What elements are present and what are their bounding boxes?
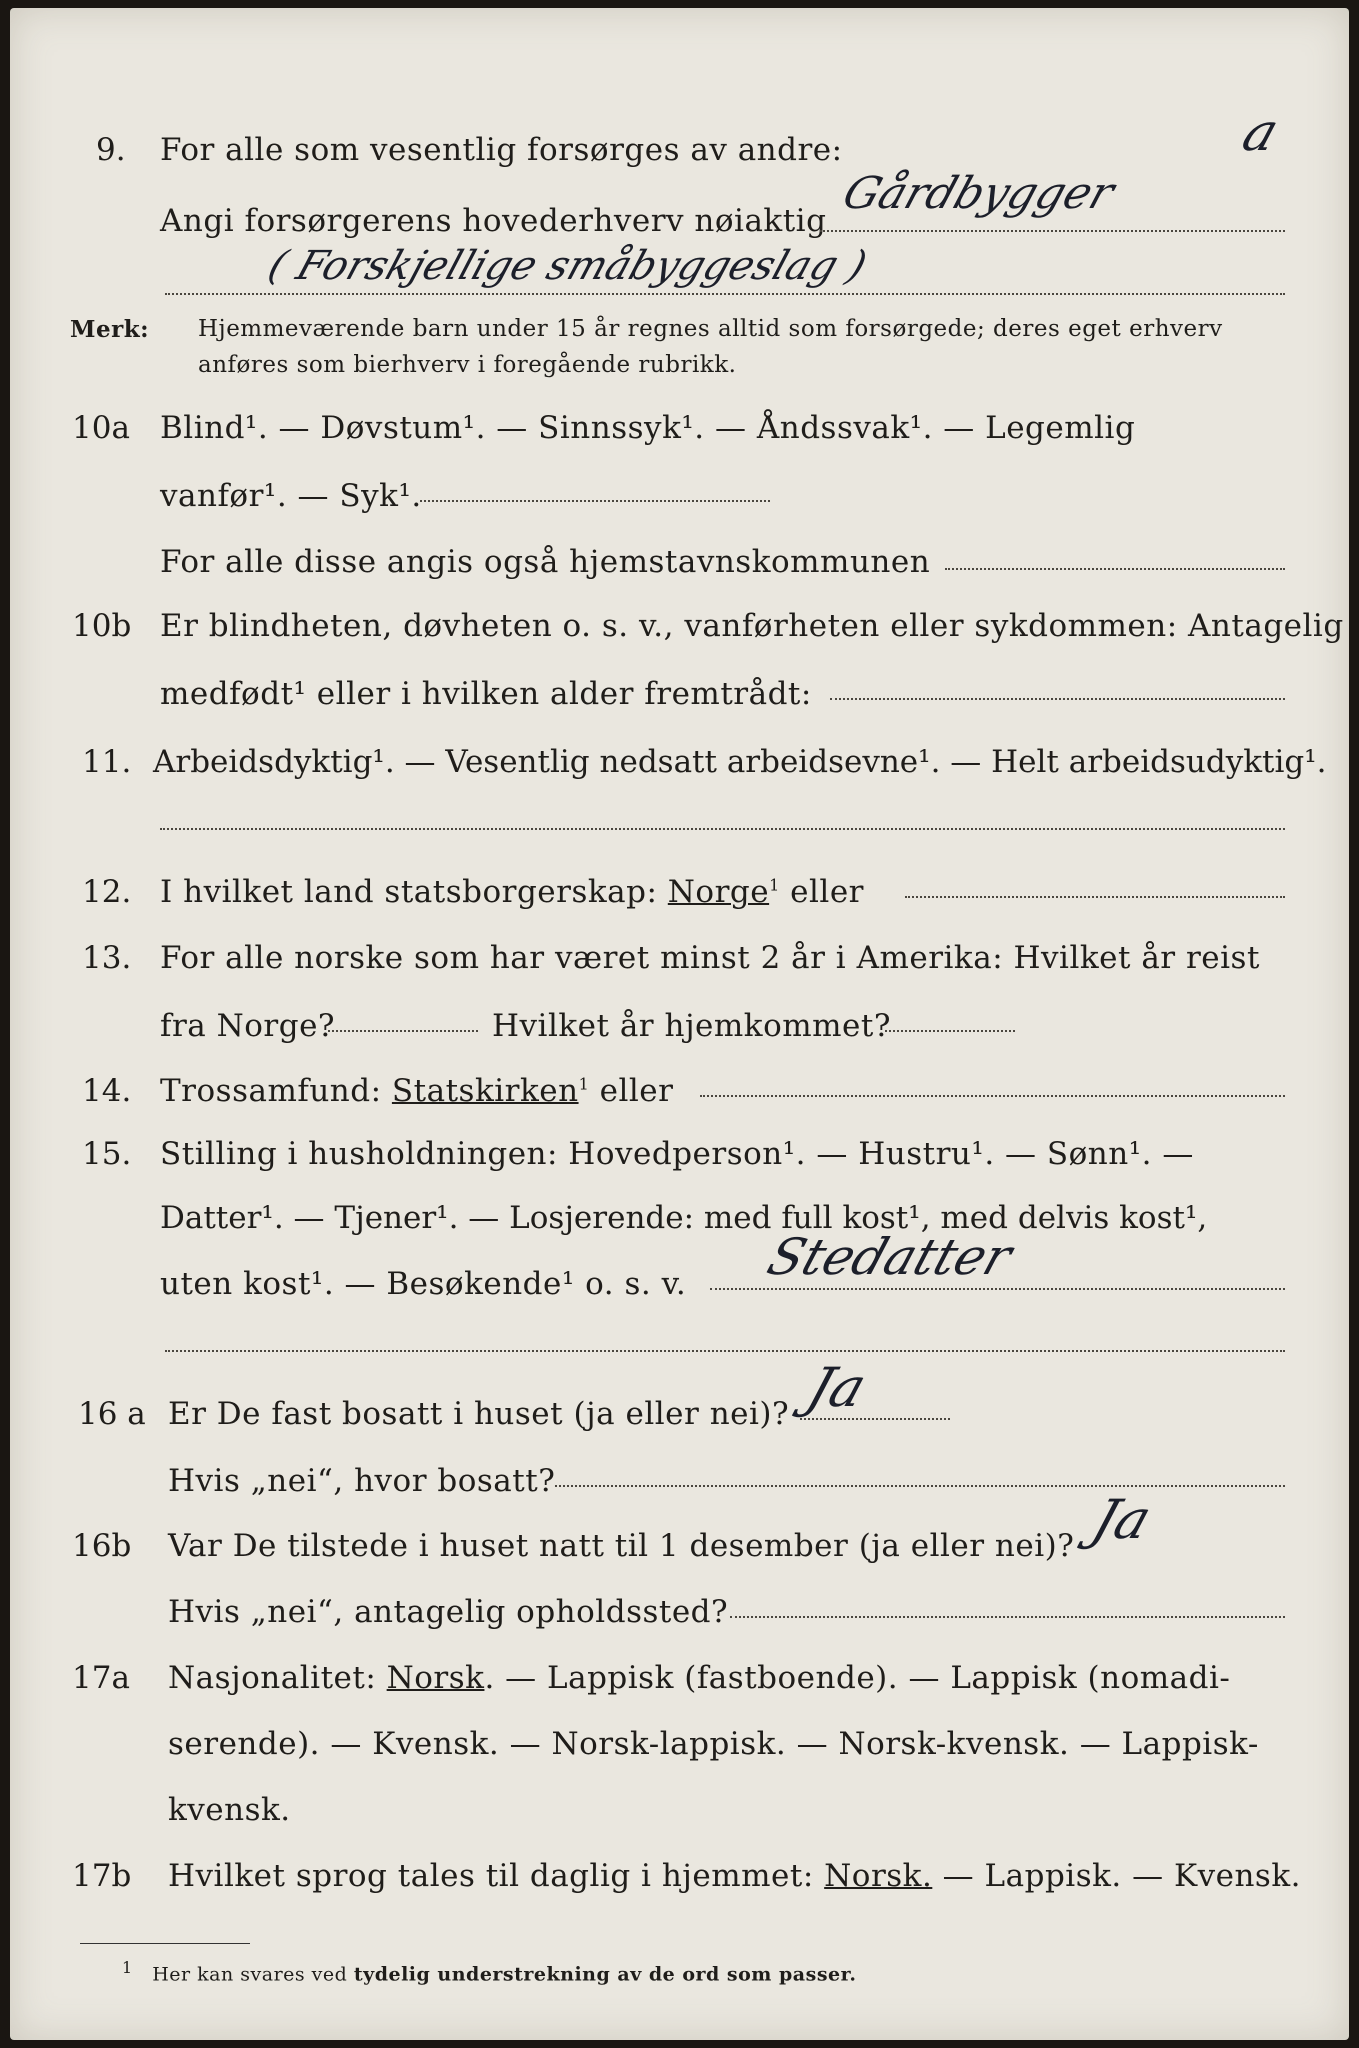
- q9-line1: For alle som vesentlig forsørges av andre:: [160, 132, 843, 168]
- q14-eller: eller: [599, 1073, 674, 1109]
- q15-line3: uten kost¹. — Besøkende¹ o. s. v.: [160, 1266, 687, 1302]
- q17a-number: 17a: [72, 1660, 130, 1696]
- q12-eller: eller: [790, 874, 864, 910]
- q16b-oppholdssted-line: [730, 1616, 1285, 1618]
- q12-number: 12.: [82, 874, 132, 910]
- q11-line1: Arbeidsdyktig¹. — Vesentlig nedsatt arbeidsevne¹. — Helt arbeidsudyktig¹.: [153, 744, 1327, 780]
- q17b-line: [168, 1858, 1301, 1894]
- q16a-line2: Hvis „nei“, hvor bosatt?: [168, 1463, 556, 1499]
- q14-footnote-ref: 1: [578, 1074, 590, 1094]
- q14-answer-line: [700, 1095, 1285, 1097]
- q12-label: I hvilket land statsborgerskap:: [160, 874, 658, 910]
- q17b-options: — Lappisk. — Kvensk.: [942, 1858, 1301, 1894]
- q10a-line1: Blind¹. — Døvstum¹. — Sinnssyk¹. — Åndssvak¹. — Legemlig: [160, 410, 1136, 446]
- q10a-line3: For alle disse angis også hjemstavnskommunen: [160, 544, 931, 580]
- footnote-text: Her kan svares ved: [152, 1963, 348, 1986]
- q9-answer-line: [820, 230, 1285, 232]
- q10b-line1: Er blindheten, døvheten o. s. v., vanførheten eller sykdommen: Antagelig: [160, 608, 1344, 644]
- merk-line2: anføres som bierhverv i foregående rubrikk.: [198, 352, 737, 378]
- q12-footnote-ref: 1: [769, 875, 780, 895]
- q12-line: [160, 874, 864, 910]
- q10a-hjemstavn-line: [945, 568, 1285, 570]
- q16b-line1: Var De tilstede i huset natt til 1 desember (ja eller nei)?: [168, 1528, 1075, 1564]
- q14-label: Trossamfund:: [160, 1073, 382, 1109]
- q9-number: 9.: [96, 132, 126, 168]
- q17a-options: . — Lappisk (fastboende). — Lappisk (nomadi-: [484, 1660, 1231, 1696]
- footnote-rule: [80, 1943, 250, 1944]
- q11-answer-line: [160, 828, 1285, 830]
- q10b-number: 10b: [72, 608, 132, 644]
- q10a-number: 10a: [72, 410, 130, 446]
- q15-line1: Stilling i husholdningen: Hovedperson¹. — Hustru¹. — Sønn¹. —: [160, 1136, 1194, 1172]
- q16b-line2: Hvis „nei“, antagelig opholdssted?: [168, 1594, 729, 1630]
- q15-hand-answer: Stedatter: [760, 1228, 1019, 1286]
- merk-label: Merk:: [70, 316, 150, 343]
- q15-answer-line2: [165, 1350, 1285, 1352]
- q16a-line1: Er De fast bosatt i huset (ja eller nei)?: [168, 1396, 790, 1432]
- q17b-underlined-answer: Norsk.: [824, 1858, 933, 1894]
- q9-hand-answer2: ( Forskjellige småbyggeslag ): [262, 243, 873, 289]
- merk-line1: Hjemmeværende barn under 15 år regnes alltid som forsørgede; deres eget erhverv: [198, 316, 1223, 342]
- q15-line2: Datter¹. — Tjener¹. — Losjerende: med full kost¹, med delvis kost¹,: [160, 1200, 1208, 1236]
- q16a-bosatt-line: [555, 1485, 1285, 1487]
- q17a-line2: serende). — Kvensk. — Norsk-lappisk. — Norsk-kvensk. — Lappisk-: [168, 1726, 1259, 1762]
- q17a-line3: kvensk.: [168, 1792, 291, 1828]
- census-form-page: [10, 8, 1349, 2040]
- q16a-number: 16 a: [78, 1396, 146, 1432]
- q14-line: [160, 1073, 673, 1109]
- q17b-number: 17b: [72, 1858, 132, 1894]
- q14-underlined-answer: Statskirken: [391, 1073, 579, 1109]
- q17a-underlined-answer: Norsk: [386, 1660, 485, 1696]
- q9-hand-mark: a: [1235, 103, 1286, 163]
- footnote-mark: 1: [122, 1958, 133, 1977]
- q17b-label: Hvilket sprog tales til daglig i hjemmet:: [168, 1858, 814, 1894]
- q9-hand-answer: Gårdbygger: [836, 168, 1121, 219]
- q10a-line2: vanfør¹. — Syk¹.: [160, 478, 422, 514]
- q13-line2b: Hvilket år hjemkommet?: [492, 1008, 891, 1044]
- q16b-number: 16b: [72, 1528, 132, 1564]
- q9-answer-line2: [165, 293, 1285, 295]
- q16a-hand-answer: Ja: [799, 1356, 875, 1419]
- q12-answer-line: [905, 896, 1285, 898]
- q17a-label: Nasjonalitet:: [168, 1660, 377, 1696]
- q9-line2: Angi forsørgerens hovederhverv nøiaktig: [160, 203, 827, 239]
- q10b-answer-line: [830, 698, 1285, 700]
- q10a-answer-line: [420, 500, 770, 502]
- q15-number: 15.: [82, 1136, 132, 1172]
- q15-answer-line: [710, 1288, 1285, 1290]
- q13-hjemkommet-line: [885, 1030, 1015, 1032]
- q13-number: 13.: [82, 940, 132, 976]
- q12-underlined-answer: Norge: [667, 874, 770, 910]
- q17a-line1: [168, 1660, 1230, 1696]
- q16b-hand-answer: Ja: [1084, 1488, 1160, 1551]
- q11-number: 11.: [82, 744, 132, 780]
- q10b-line2: medfødt¹ eller i hvilken alder fremtrådt:: [160, 676, 812, 712]
- footnote-bold: tydelig understrekning av de ord som passer.: [353, 1963, 857, 1986]
- q14-number: 14.: [82, 1073, 132, 1109]
- q13-reist-line: [328, 1030, 478, 1032]
- q13-line2a: fra Norge?: [160, 1008, 336, 1044]
- footnote: [122, 1958, 856, 1985]
- q13-line1: For alle norske som har været minst 2 år i Amerika: Hvilket år reist: [160, 940, 1260, 976]
